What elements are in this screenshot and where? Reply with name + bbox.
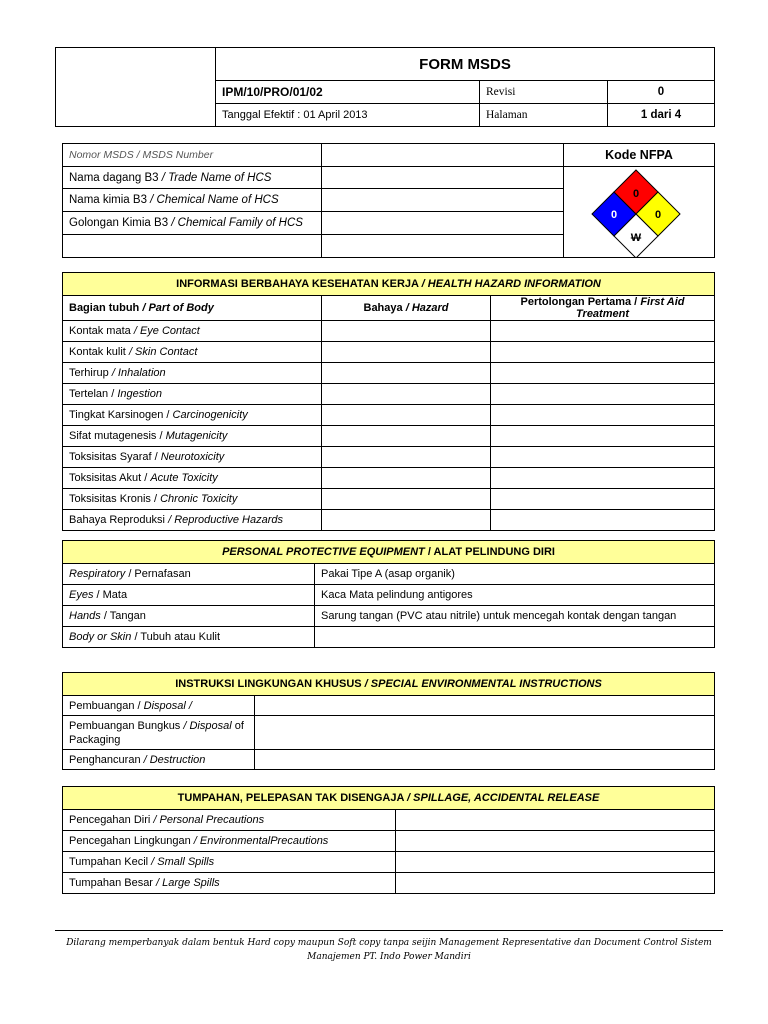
nfpa-special-value: W	[630, 232, 642, 244]
env-row-value	[255, 716, 715, 750]
health-col3-en: First Aid Treatment	[576, 296, 685, 320]
row-en: Mutagenicity	[165, 430, 228, 442]
footer-line-1: Dilarang memperbanyak dalam bentuk Hard copy maupun Soft copy tanpa seijin Management Representative dan Document Control Sistem	[66, 938, 712, 948]
health-col1-id: Bagian tubuh	[69, 302, 140, 314]
row-en: Carcinogenicity	[172, 409, 248, 421]
table-row	[63, 716, 715, 750]
row-en: Hands	[69, 610, 101, 622]
ppe-row-value: Pakai Tipe A (asap organik)	[315, 564, 715, 585]
msds-number-value	[322, 144, 564, 167]
env-title-en: / SPECIAL ENVIRONMENTAL INSTRUCTIONS	[364, 678, 602, 690]
spill-row-label	[63, 852, 396, 873]
trade-name-en: / Trade Name of HCS	[161, 171, 272, 184]
row-id: Tumpahan Besar	[69, 877, 153, 889]
revision-value: 0	[608, 81, 715, 104]
table-row	[63, 696, 715, 716]
table-row	[63, 750, 715, 770]
trade-name-id: Nama dagang B3	[69, 171, 159, 184]
ppe-row-label	[63, 606, 315, 627]
nfpa-fire-value: 0	[632, 188, 640, 200]
chemical-family-id: Golongan Kimia B3	[69, 217, 169, 230]
firstaid-cell	[491, 384, 715, 405]
identity-table	[62, 143, 715, 258]
doc-code: IPM/10/PRO/01/02	[216, 81, 480, 104]
spill-row-label	[63, 873, 396, 894]
health-col-part	[63, 296, 322, 321]
spill-row-value	[396, 852, 715, 873]
table-row	[63, 510, 715, 531]
chemical-family-en: / Chemical Family of HCS	[171, 217, 303, 230]
row-en: / Small Spills	[151, 856, 215, 868]
firstaid-cell	[491, 447, 715, 468]
row-id: Sifat mutagenesis /	[69, 430, 163, 442]
table-row	[63, 363, 715, 384]
identity-blank-label	[63, 235, 322, 258]
chemical-name-value	[322, 189, 564, 211]
identity-blank-value	[322, 235, 564, 258]
environment-table	[62, 672, 715, 770]
logo-cell	[56, 48, 216, 127]
page-label: Halaman	[480, 104, 608, 127]
table-row	[63, 426, 715, 447]
ppe-row-label	[63, 585, 315, 606]
table-row	[63, 810, 715, 831]
health-col-firstaid	[491, 296, 715, 321]
health-row-label	[63, 489, 322, 510]
row-id: Toksisitas Kronis /	[69, 493, 158, 505]
env-row-label	[63, 696, 255, 716]
row-id: / Pernafasan	[128, 568, 191, 580]
page-value: 1 dari 4	[608, 104, 715, 127]
row-id: / Mata	[96, 589, 128, 601]
table-row	[63, 627, 715, 648]
row-id: / Tangan	[103, 610, 146, 622]
row-id: Pencegahan Diri	[69, 814, 151, 826]
spill-title-en: / SPILLAGE, ACCIDENTAL RELEASE	[407, 792, 600, 804]
health-col2-en: / Hazard	[405, 302, 449, 314]
row-id: Tertelan /	[69, 388, 115, 400]
nfpa-health-value: 0	[610, 209, 618, 221]
row-id: Kontak mata	[69, 325, 131, 337]
hazard-cell	[322, 321, 491, 342]
chemical-family-value	[322, 211, 564, 235]
row-id: / Tubuh atau Kulit	[134, 631, 221, 643]
row-id: Tingkat Karsinogen /	[69, 409, 170, 421]
firstaid-cell	[491, 468, 715, 489]
health-row-label	[63, 426, 322, 447]
firstaid-cell	[491, 405, 715, 426]
env-row-value	[255, 696, 715, 716]
trade-name-label	[63, 167, 322, 189]
row-en: Respiratory	[69, 568, 126, 580]
msds-number-label: Nomor MSDS / MSDS Number	[63, 144, 322, 167]
row-en: / EnvironmentalPrecautions	[193, 835, 329, 847]
hazard-cell	[322, 363, 491, 384]
row-id: Kontak kulit	[69, 346, 126, 358]
hazard-cell	[322, 447, 491, 468]
row-en: Neurotoxicity	[160, 451, 225, 463]
nfpa-diamond-icon	[564, 167, 714, 257]
row-en: Disposal /	[143, 699, 192, 712]
row-id: Bahaya Reproduksi	[69, 514, 166, 526]
ppe-row-label	[63, 564, 315, 585]
health-row-label	[63, 510, 322, 531]
footer-notice	[55, 930, 723, 964]
hazard-cell	[322, 384, 491, 405]
spill-row-value	[396, 810, 715, 831]
ppe-title	[63, 541, 715, 564]
row-en: / Personal Precautions	[153, 814, 265, 826]
firstaid-cell	[491, 321, 715, 342]
firstaid-cell	[491, 489, 715, 510]
nfpa-title: Kode NFPA	[564, 144, 715, 167]
row-id: Terhirup	[69, 367, 109, 379]
row-en: / Reproductive Hazards	[168, 514, 284, 526]
health-row-label	[63, 384, 322, 405]
row-en: Chronic Toxicity	[160, 493, 238, 505]
firstaid-cell	[491, 426, 715, 447]
ppe-title-id: / ALAT PELINDUNG DIRI	[427, 546, 555, 558]
env-title-id: INSTRUKSI LINGKUNGAN KHUSUS	[175, 678, 362, 690]
health-row-label	[63, 321, 322, 342]
hazard-cell	[322, 426, 491, 447]
table-row	[63, 321, 715, 342]
revision-label: Revisi	[480, 81, 608, 104]
row-en: / Destruction	[143, 753, 206, 766]
row-id: Pencegahan Lingkungan	[69, 835, 191, 847]
nfpa-reactivity-value: 0	[654, 209, 662, 221]
hazard-cell	[322, 468, 491, 489]
ppe-title-en: PERSONAL PROTECTIVE EQUIPMENT	[222, 546, 425, 558]
chemical-name-en: / Chemical Name of HCS	[150, 194, 279, 207]
effective-date: Tanggal Efektif : 01 April 2013	[216, 104, 480, 127]
table-row	[63, 831, 715, 852]
health-row-label	[63, 468, 322, 489]
ppe-table	[62, 540, 715, 648]
row-en: Acute Toxicity	[150, 472, 218, 484]
health-row-label	[63, 405, 322, 426]
nfpa-cell	[564, 167, 715, 258]
table-row	[63, 468, 715, 489]
health-row-label	[63, 363, 322, 384]
row-en: / Inhalation	[111, 367, 166, 379]
row-extra: of Packaging	[69, 719, 244, 746]
row-id: Penghancuran	[69, 753, 141, 766]
ppe-row-label	[63, 627, 315, 648]
ppe-row-value: Kaca Mata pelindung antigores	[315, 585, 715, 606]
env-row-value	[255, 750, 715, 770]
hazard-cell	[322, 342, 491, 363]
row-en: / Eye Contact	[133, 325, 200, 337]
ppe-row-value: Sarung tangan (PVC atau nitrile) untuk mencegah kontak dengan tangan	[315, 606, 715, 627]
row-en: Eyes	[69, 589, 94, 601]
chemical-family-label	[63, 211, 322, 235]
row-en: / Skin Contact	[128, 346, 198, 358]
row-id: Pembuangan Bungkus	[69, 719, 181, 732]
row-en: Ingestion	[117, 388, 162, 400]
hazard-cell	[322, 405, 491, 426]
table-row	[63, 873, 715, 894]
row-en: Body or Skin	[69, 631, 132, 643]
spill-row-label	[63, 810, 396, 831]
health-row-label	[63, 447, 322, 468]
table-row	[63, 405, 715, 426]
row-id: Toksisitas Syaraf /	[69, 451, 158, 463]
table-row	[63, 342, 715, 363]
row-id: Pembuangan /	[69, 699, 141, 712]
footer-line-2: Manajemen PT. Indo Power Mandiri	[307, 952, 471, 962]
header-table	[55, 47, 715, 127]
table-row	[63, 585, 715, 606]
chemical-name-label	[63, 189, 322, 211]
table-row	[63, 447, 715, 468]
health-title-en: / HEALTH HAZARD INFORMATION	[421, 278, 601, 290]
chemical-name-id: Nama kimia B3	[69, 194, 147, 207]
env-row-label	[63, 750, 255, 770]
spill-row-value	[396, 873, 715, 894]
row-en: / Large Spills	[156, 877, 220, 889]
firstaid-cell	[491, 510, 715, 531]
env-row-label	[63, 716, 255, 750]
firstaid-cell	[491, 342, 715, 363]
health-row-label	[63, 342, 322, 363]
health-hazard-table	[62, 272, 715, 531]
ppe-row-value	[315, 627, 715, 648]
row-id: Toksisitas Akut /	[69, 472, 148, 484]
table-row	[63, 384, 715, 405]
health-col1-en: / Part of Body	[142, 302, 214, 314]
environment-title	[63, 673, 715, 696]
spillage-title	[63, 787, 715, 810]
firstaid-cell	[491, 363, 715, 384]
hazard-cell	[322, 489, 491, 510]
spillage-table	[62, 786, 715, 894]
health-title-id: INFORMASI BERBAHAYA KESEHATAN KERJA	[176, 278, 419, 290]
form-title: FORM MSDS	[216, 48, 715, 81]
spill-row-label	[63, 831, 396, 852]
spill-title-id: TUMPAHAN, PELEPASAN TAK DISENGAJA	[177, 792, 404, 804]
hazard-cell	[322, 510, 491, 531]
table-row	[63, 606, 715, 627]
spill-row-value	[396, 831, 715, 852]
health-col3-id: Pertolongan Pertama /	[520, 296, 638, 308]
health-col2-id: Bahaya	[363, 302, 403, 314]
trade-name-value	[322, 167, 564, 189]
health-col-hazard	[322, 296, 491, 321]
table-row	[63, 852, 715, 873]
health-hazard-title	[63, 273, 715, 296]
row-en: / Disposal	[183, 719, 232, 732]
row-id: Tumpahan Kecil	[69, 856, 149, 868]
table-row	[63, 489, 715, 510]
table-row	[63, 564, 715, 585]
